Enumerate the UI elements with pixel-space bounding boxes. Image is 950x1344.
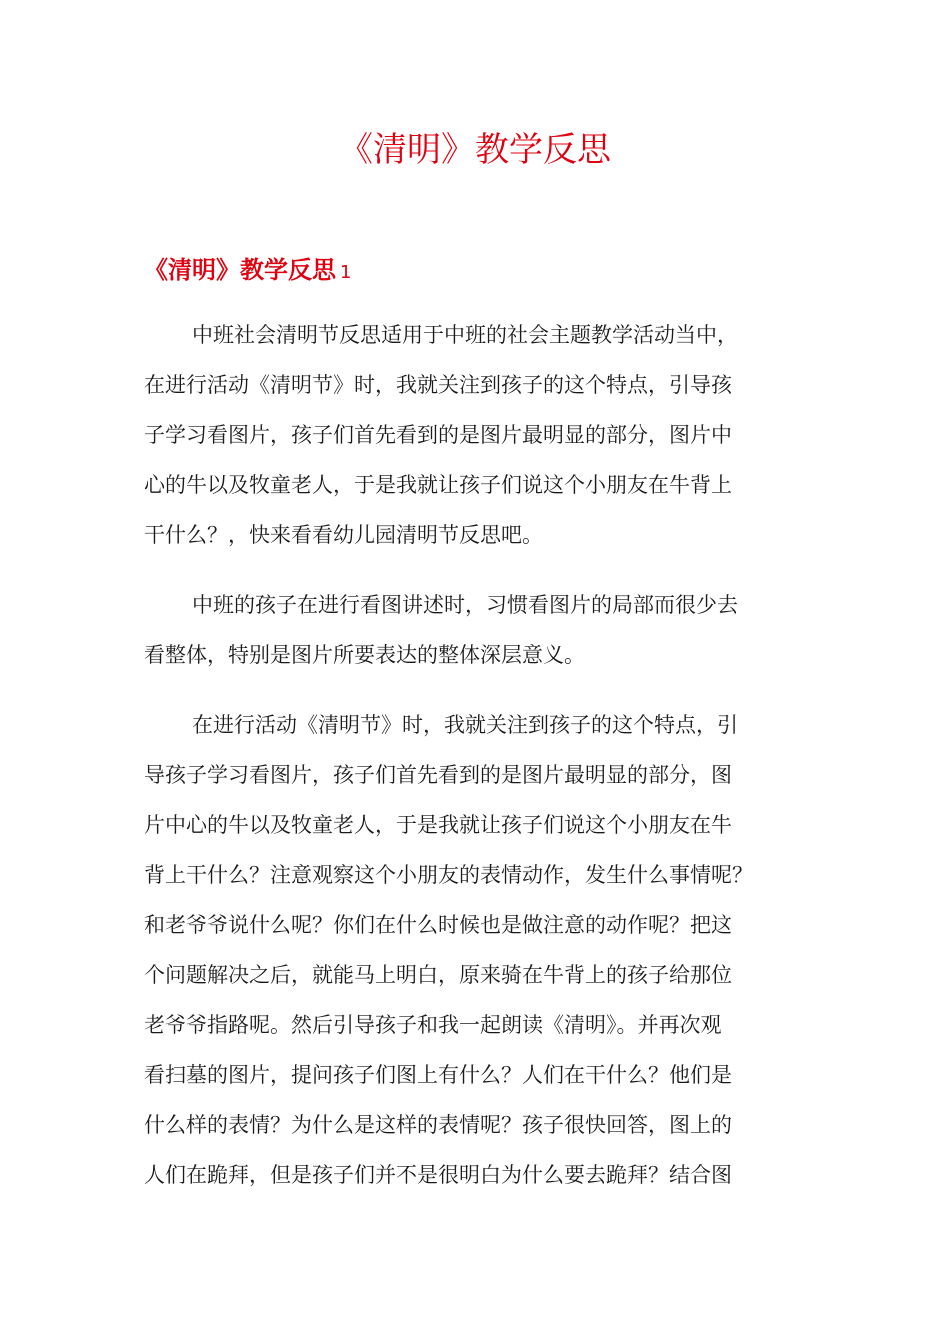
paragraph-line: 和老爷爷说什么呢？你们在什么时候也是做注意的动作呢？把这 — [144, 913, 732, 937]
paragraph-line: 在进行活动《清明节》时，我就关注到孩子的这个特点，引 — [192, 713, 738, 737]
paragraph-2 — [144, 580, 808, 680]
paragraph-line: 在进行活动《清明节》时，我就关注到孩子的这个特点，引导孩 — [144, 373, 732, 397]
paragraph-line: 老爷爷指路呢。然后引导孩子和我一起朗读《清明》。并再次观 — [144, 1013, 722, 1037]
section-heading — [144, 250, 351, 293]
paragraph-line: 人们在跪拜，但是孩子们并不是很明白为什么要去跪拜？结合图 — [144, 1163, 732, 1187]
section-heading-number: 1 — [340, 262, 352, 283]
paragraph-line: 子学习看图片，孩子们首先看到的是图片最明显的部分，图片中 — [144, 423, 732, 447]
paragraph-line: 中班的孩子在进行看图讲述时，习惯看图片的局部而很少去 — [192, 593, 738, 617]
document-title: 《清明》教学反思 — [339, 130, 611, 170]
paragraph-line: 背上干什么？注意观察这个小朋友的表情动作，发生什么事情呢？ — [144, 863, 753, 887]
paragraph-1 — [144, 310, 808, 560]
paragraph-3 — [144, 700, 808, 1200]
paragraph-line: 片中心的牛以及牧童老人，于是我就让孩子们说这个小朋友在牛 — [144, 813, 732, 837]
paragraph-line: 导孩子学习看图片，孩子们首先看到的是图片最明显的部分，图 — [144, 763, 732, 787]
section-heading-text: 《清明》教学反思 — [144, 256, 336, 284]
paragraph-line: 心的牛以及牧童老人，于是我就让孩子们说这个小朋友在牛背上 — [144, 473, 732, 497]
paragraph-line: 个问题解决之后，就能马上明白，原来骑在牛背上的孩子给那位 — [144, 963, 732, 987]
paragraph-line: 什么样的表情？为什么是这样的表情呢？孩子很快回答，图上的 — [144, 1113, 732, 1137]
paragraph-line: 看扫墓的图片，提问孩子们图上有什么？人们在干什么？他们是 — [144, 1063, 732, 1087]
paragraph-line: 干什么？，快来看看幼儿园清明节反思吧。 — [144, 523, 543, 547]
paragraph-line: 看整体，特别是图片所要表达的整体深层意义。 — [144, 643, 585, 667]
paragraph-line: 中班社会清明节反思适用于中班的社会主题教学活动当中， — [192, 323, 738, 347]
